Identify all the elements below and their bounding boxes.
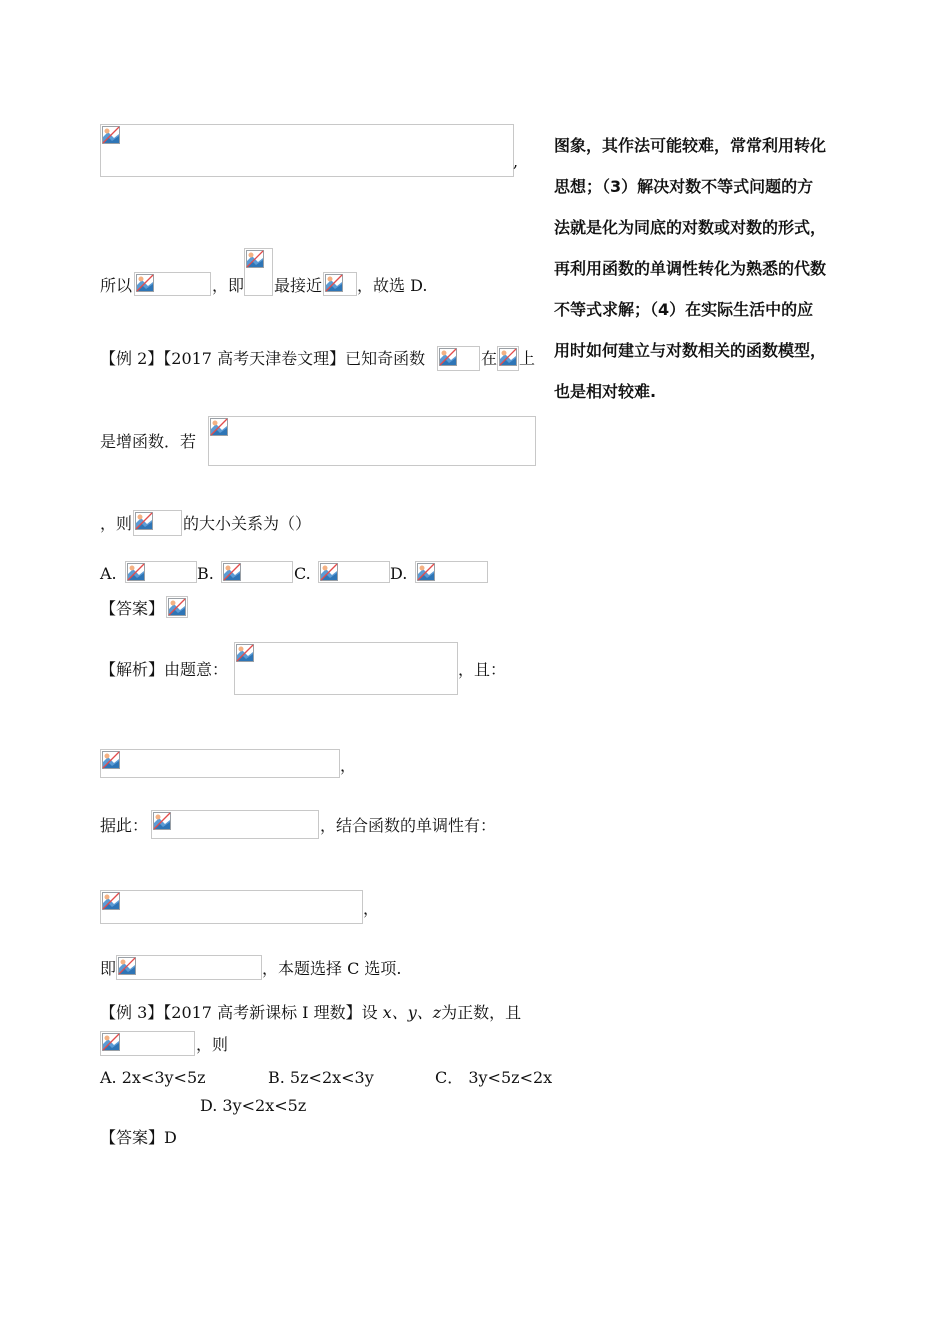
right-column-text	[554, 125, 854, 412]
broken-image-icon	[136, 274, 154, 292]
ie-text: ，即	[212, 276, 245, 295]
option-a-label: A.	[100, 564, 117, 583]
broken-image-icon	[210, 418, 228, 436]
broken-image-icon	[223, 563, 241, 581]
right-line: 不等式求解；（4）在实际生活中的应	[554, 300, 814, 319]
based-label: 据此：	[100, 816, 149, 835]
option-d: D. 3y<2x<5z	[200, 1096, 307, 1115]
monotone-text: ，结合函数的单调性有：	[320, 816, 497, 835]
broken-image-icon	[135, 512, 153, 530]
broken-image-icon	[246, 250, 264, 268]
closest-text: 最接近	[274, 276, 323, 295]
formula-image	[244, 248, 273, 296]
option-b: B. 5z<2x<3y	[268, 1068, 374, 1087]
broken-image-icon	[127, 563, 145, 581]
formula-image	[134, 272, 211, 296]
broken-image-icon	[153, 812, 171, 830]
right-line: 图象，其作法可能较难，常常利用转化	[554, 136, 827, 155]
formula-image	[116, 955, 262, 980]
example3-tag: 【例 3】【2017 高考新课标 I 理数】设	[100, 1003, 378, 1022]
broken-image-icon	[102, 892, 120, 910]
formula-image	[437, 346, 480, 371]
broken-image-icon	[102, 1033, 120, 1051]
example3-title	[100, 1003, 521, 1023]
formula-image	[497, 346, 519, 371]
then-text: ，则	[196, 1035, 229, 1054]
relation-text: 的大小关系为（）	[183, 514, 312, 533]
right-line: 用时如何建立与对数相关的函数模型，	[554, 341, 827, 360]
option-a: A. 2x<3y<5z	[100, 1068, 206, 1087]
analysis-label: 【解析】由题意：	[100, 660, 229, 679]
right-line: 思想；（3）解决对数不等式问题的方	[554, 177, 814, 196]
formula-image	[125, 561, 197, 583]
broken-image-icon	[102, 126, 120, 144]
choose-d-text: ，故选 D.	[357, 276, 428, 295]
formula-image	[133, 510, 182, 536]
broken-image-icon	[236, 644, 254, 662]
formula-image	[100, 749, 340, 778]
so-label: 所以	[100, 276, 133, 295]
formula-image	[166, 596, 188, 618]
formula-image	[100, 124, 514, 177]
formula-image	[221, 561, 293, 583]
broken-image-icon	[168, 598, 186, 616]
right-line: 再利用函数的单调性转化为熟悉的代数	[554, 259, 827, 278]
formula-image	[100, 1031, 195, 1056]
broken-image-icon	[499, 348, 517, 366]
answer-label: 【答案】	[100, 599, 165, 618]
comma-text: ,	[513, 152, 519, 171]
formula-image	[234, 642, 458, 695]
answer-text: 【答案】D	[100, 1128, 177, 1147]
ie-label: 即	[100, 959, 117, 978]
comma-text: ，	[340, 756, 357, 775]
right-line: 也是相对较难.	[554, 382, 657, 401]
up-text: 上	[519, 349, 536, 368]
broken-image-icon	[102, 751, 120, 769]
formula-image	[323, 272, 357, 296]
broken-image-icon	[325, 274, 343, 292]
option-b-label: B.	[197, 564, 214, 583]
in-text: 在	[481, 349, 498, 368]
variables-text: x、y、z	[382, 1003, 442, 1022]
formula-image	[151, 810, 319, 839]
option-c-label: C.	[294, 564, 311, 583]
broken-image-icon	[439, 348, 457, 366]
positive-text: 为正数，且	[441, 1003, 522, 1022]
example2-title: 【例 2】【2017 高考天津卷文理】已知奇函数	[100, 349, 426, 368]
formula-image	[415, 561, 488, 583]
formula-image	[318, 561, 390, 583]
right-line: 法就是化为同底的对数或对数的形式，	[554, 218, 827, 237]
broken-image-icon	[320, 563, 338, 581]
then-text: ，则	[100, 514, 133, 533]
broken-image-icon	[118, 957, 136, 975]
and-text: ，且：	[458, 660, 507, 679]
broken-image-icon	[417, 563, 435, 581]
choose-c-text: ，本题选择 C 选项.	[262, 959, 402, 978]
formula-image	[208, 416, 536, 466]
option-c: C． 3y<5z<2x	[435, 1068, 553, 1087]
increasing-text: 是增函数．若	[100, 432, 197, 451]
formula-image	[100, 890, 363, 924]
option-d-label: D.	[390, 564, 408, 583]
comma-text: ，	[363, 899, 380, 918]
